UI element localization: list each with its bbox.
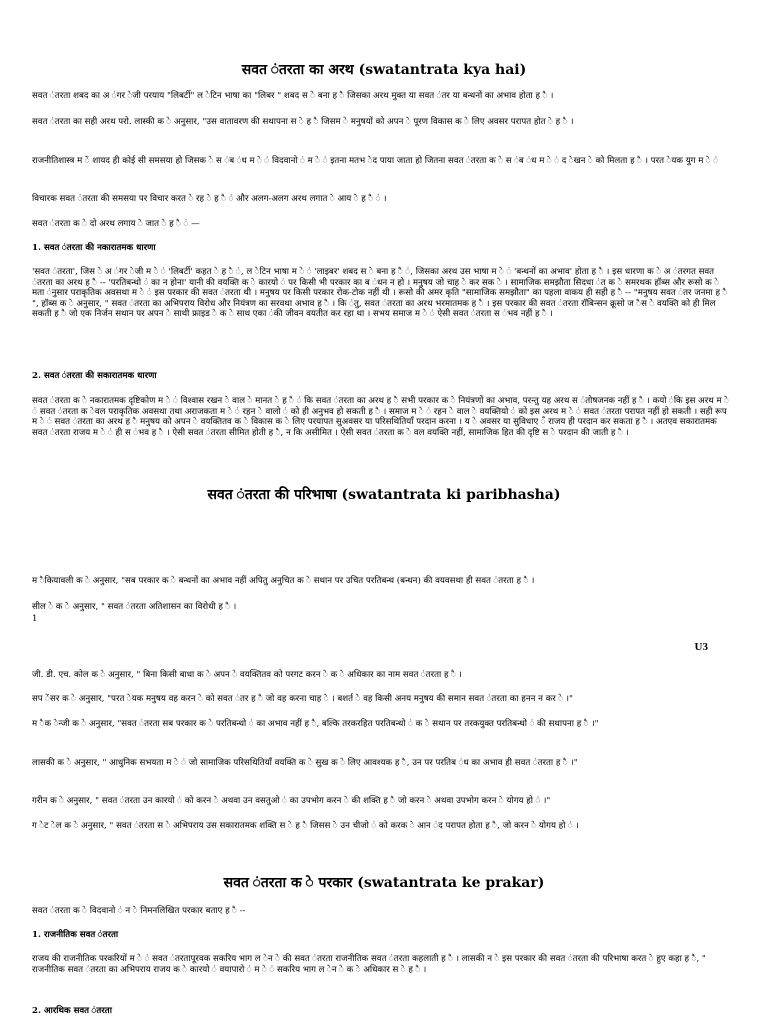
subheading-political: 1. राजनीतिक सवत ंतरता — [32, 930, 119, 940]
para-laski-definition: लासकी क े अनुसार, " आधुनिक सभयता म े ं जो सामाजिक परिसथितियाँ वयक्ति क े सुख क े लिए आवश्यक ह ै, उन पर परतिब ंध का अभाव ही सवत ंतरता ह ै ।" — [32, 758, 578, 768]
para-positive-concept: सवत ंतरता क े नकारातमक दृष्टिकोण म े ं विश्वास रखन े वाल े मानत े ह ै ं कि सवत ंतरता का अरथ ह ै सभी परकार क े नियंत्रणों का अभाव, परन्तु यह अरथ स ंतोषजनक नहीं ह ै । कयो ंकि इस अरथ म े ं सवत ंतरता क ेवल पराकृतिक अवसथा तथा अराजकता म े ं रहन े वालो ं को ही अनुभव हो सकती ह ै । समाज म े ं रहन े वाल े वयक्तियो ं को इस अरथ म े ं सवत ंतरता परापत नहीं हो सकती । सही रूप म े ं सवत ंतरता का अरथ ह ै मनुषय को अपन े वयक्तितव क े विकास क े लिए परयापत सुअवसर या परिसथितियाँ परदान करना । य े अवसर या सुविधाए ँ राजय ही परदान कर सकता ह ै । अतएव सकारातमक सवत ंतरता राजय म े ं ही स ंभव ह ै । ऐसी सवत ंतरता सीमित होती ह ै, न कि असीमित । ऐसी सवत ंतरता क े वल वयक्ति नहीं, सामाजिक हित की दृष्टि स े परदान की जाती ह ै । — [32, 396, 729, 438]
para-negative-concept: 'सवत ंतरता', जिस े अ ंगर ेजी म े ं 'लिबर्टी' कहत े ह ै ं, ल ेटिन भाषा म े ं 'लाइबर' शबद स े बना ह ै ं, जिसका अरथ उस भाषा म े ं 'बन्धनों का अभाव' होता ह ै । इस धारणा क े अ ंतरगत सवत ंतरता का अरथ ह ै -- 'परतिबन्धो ं का न होना' यानी की वयक्ति क े कारयो ं पर किसी भी परकार का ब ंधन न हो । मनुषय जो चाह े कर सक े । सामाजिक समझौता सिदधा ंत क े समरथक हॉब्स और रूसो क े मता ंनुसार पराकृतिक अवसथा म े ं इस परकार की सवत ंतरता थी । मनुषय पर किसी परकार रोक-टोक नहीं थी । रूसो की अमर कृति "सामाजिक समझौता" का पहला वाकय ही सही ह ै -- "मनुषय सवत ंतर जनमा ह ै ", हॉब्स क े अनुसार, " सवत ंतरता का अभिपराय विरोध और नियंत्रण का सरवथा अभाव ह ै । कि ंतु, सवत ंतरता का अरथ भरमातमक ह ै । इस परकार की सवत ंतरता रॉबिन्सन क्रूसो ज ैस े वयक्ति को ही मिल सकती ह ै जो एक निर्जन सथान पर अपन े साथी फ्राइड े क े साथ एका ंकी जीवन वयतीत कर रहा था । सभय समाज म े ं ऐसी सवत ंतरता स ंभव नहीं ह ै । — [32, 267, 728, 320]
footnote-number: 1 — [32, 614, 38, 624]
para-cole: जी. डी. एच. कोल क े अनुसार, " बिना किसी बाधा क े अपन े वयक्तितव को परगट करन े क े अधिकार का नाम सवत ंतरता ह ै । — [32, 670, 462, 680]
heading-types: सवत ंतरता क े परकार (swatantrata ke prakar) — [223, 875, 545, 891]
para-types-intro: सवत ंतरता क े विदवानो ं न े निमनलिखित परकार बताए ह ै -- — [32, 906, 246, 916]
subheading-negative: 1. सवत ंतरता की नकारातमक धारणा — [32, 243, 156, 253]
subheading-positive: 2. सवत ंतरता की सकारातमक धारणा — [32, 371, 157, 381]
para-laski-meaning: सवत ंतरता का सही अरथ परो. लास्की क े अनुसार, "उस वातावरण की सथापना स े ह ै जिसम े मनुषयों को अपन े पूरण विकास क े लिए अवसर परापत होत े ह ै । — [32, 117, 574, 127]
para-gettel: ग ेट ेल क े अनुसार, " सवत ंतरता स े अभिपराय उस सकारातमक शक्ति स े ह ै जिसस े उन चीजो ं को करक े आन ंद परापत होता ह ै, जो करन े योगय हो ं । — [32, 821, 579, 831]
para-machiavelli: म ैकियावली क े अनुसार, "सब परकार क े बन्धनों का अभाव नहीं अपितु अनुचित क े सथान पर उचित परतिबन्ध (बन्धन) की वयवसथा ही सवत ंतरता ह ै । — [32, 576, 535, 586]
para-green: गरीन क े अनुसार, " सवत ंतरता उन कारयो ं को करन े अथवा उन वसतुओ ं का उपभोग करन े की शक्ति ह ै जो करन े अथवा उपभोग करन े योगय हो ं ।" — [32, 796, 551, 806]
para-two-meanings: सवत ंतरता क े दो अरथ लगाय े जात े ह ै ं — — [32, 219, 200, 229]
para-seeley: सील े क े अनुसार, " सवत ंतरता अतिशासन का विरोधी ह ै । — [32, 602, 237, 612]
para-spencer: सप ेंसर क े अनुसार, "परत ेयक मनुषय वह करन े को सवत ंतर ह ै जो वह करना चाह े । बशर्त े वह किसी अनय मनुषय की समान सवत ंतरता का हनन न कर े ।" — [32, 694, 573, 704]
heading-definition: सवत ंतरता की परिभाषा (swatantrata ki paribhasha) — [207, 487, 561, 503]
subheading-economic: 2. आरथिक सवत ंतरता — [32, 1006, 112, 1016]
para-definition-word: सवत ंतरता शबद का अ ंगर ेजी परयाय "लिबर्टी" ल ेटिन भाषा का "लिबर " शबद स े बना ह ै जिसका अरथ मुक्त या सवत ंतर या बन्धनों का अभाव होता ह ै । — [32, 91, 554, 101]
para-controversy: राजनीतिशास्त्र म ें शायद ही कोई सी समसया हो जिसक े स ंब ंध म े ं विदवानो ं म े ं इतना मतभ ेद पाया जाता हो जितना सवत ंतरता क े स ंब ंध म े ं द ेखन े को मिलता ह ै । परत ेयक युग म े ं — [32, 156, 719, 166]
para-thinkers: विचारक सवत ंतरता की समसया पर विचार करत े रह े ह ै ं और अलग-अलग अरथ लगात े आय े ह ै ं । — [32, 194, 387, 204]
para-mackenzie: म ैक ेन्जी क े अनुसार, "सवत ंतरता सब परकार क े परतिबन्धो ं का अभाव नहीं ह ै, बल्कि तरकरहित परतिबन्धो ं क े सथान पर तरकयुक्त परतिबन्धो ं की सथापना ह ै ।" — [32, 719, 599, 729]
heading-meaning: सवत ंतरता का अरथ (swatantrata kya hai) — [241, 62, 527, 78]
para-political-freedom: राजय की राजनीतिक परकरियों म े ं सवत ंतरतापूरवक सकरिय भाग ल ेन े की सवत ंतरता राजनीतिक सवत ंतरता कहलाती ह ै । लासकी न े इस परकार की सवत ंतरता की परिभाषा करत े हुए कहा ह ै, " राजनीतिक सवत ंतरता का अभिपराय राजय क े कारयो ं वयापारो ं म े ं सकरिय भाग ल ेन े क े अधिकार स े ह ै । — [32, 954, 706, 975]
page-tag: U3 — [694, 641, 708, 653]
